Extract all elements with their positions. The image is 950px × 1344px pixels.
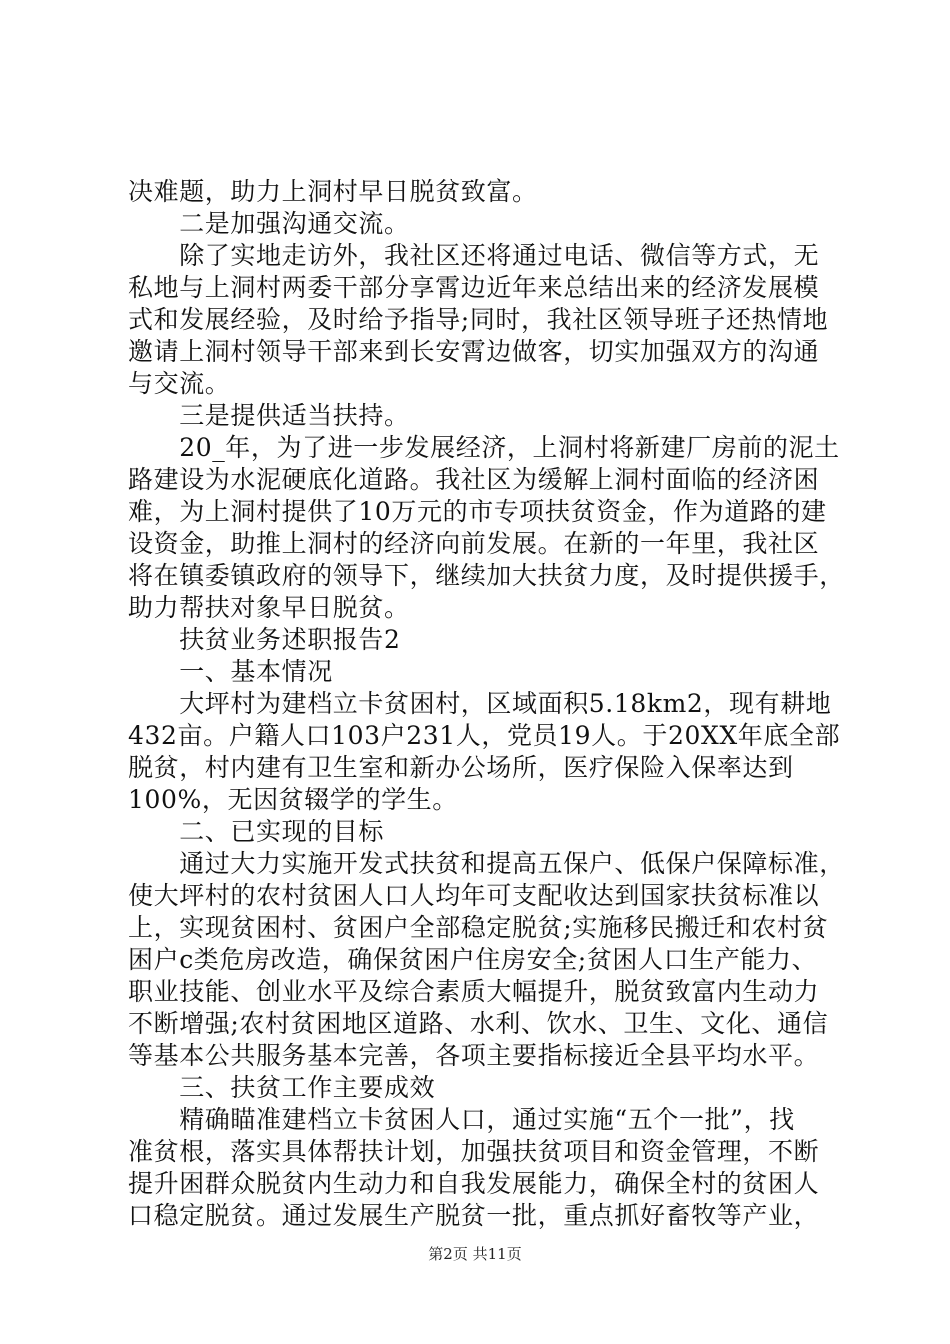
- body-line: 三是提供适当扶持。: [128, 401, 410, 430]
- body-line: 决难题，助力上洞村早日脱贫致富。: [128, 177, 538, 206]
- section-heading: 扶贫业务述职报告2: [128, 625, 401, 654]
- body-line: 二是加强沟通交流。: [128, 209, 410, 238]
- body-line: 使大坪村的农村贫困人口人均年可支配收达到国家扶贫标准以: [128, 881, 820, 910]
- body-line: 等基本公共服务基本完善，各项主要指标接近全县平均水平。: [128, 1041, 820, 1070]
- body-line: 困户c类危房改造，确保贫困户住房安全;贫困人口生产能力、: [128, 945, 818, 974]
- body-line: 除了实地走访外，我社区还将通过电话、微信等方式，无: [128, 241, 820, 270]
- body-line: 100%，无因贫辍学的学生。: [128, 785, 458, 814]
- body-line: 提升困群众脱贫内生动力和自我发展能力，确保全村的贫困人: [128, 1169, 820, 1198]
- body-line: 20_年，为了进一步发展经济，上洞村将新建厂房前的泥土: [128, 433, 840, 462]
- body-line: 路建设为水泥硬底化道路。我社区为缓解上洞村面临的经济困: [128, 465, 820, 494]
- body-line: 通过大力实施开发式扶贫和提高五保户、低保户保障标准，: [128, 849, 845, 878]
- section-heading: 一、基本情况: [128, 657, 333, 686]
- body-line: 准贫根，落实具体帮扶计划，加强扶贫项目和资金管理，不断: [128, 1137, 820, 1166]
- section-heading: 三、扶贫工作主要成效: [128, 1073, 436, 1102]
- body-line: 上，实现贫困村、贫困户全部稳定脱贫;实施移民搬迁和农村贫: [128, 913, 829, 942]
- body-line: 脱贫，村内建有卫生室和新办公场所，医疗保险入保率达到: [128, 753, 794, 782]
- body-line: 与交流。: [128, 369, 231, 398]
- body-line: 邀请上洞村领导干部来到长安霄边做客，切实加强双方的沟通: [128, 337, 820, 366]
- section-heading: 二、已实现的目标: [128, 817, 385, 846]
- body-line: 难，为上洞村提供了10万元的市专项扶贫资金，作为道路的建: [128, 497, 827, 526]
- body-line: 口稳定脱贫。通过发展生产脱贫一批，重点抓好畜牧等产业，: [128, 1201, 820, 1230]
- body-line: 式和发展经验，及时给予指导;同时，我社区领导班子还热情地: [128, 305, 829, 334]
- body-line: 432亩。户籍人口103户231人，党员19人。于20XX年底全部: [128, 721, 841, 750]
- body-line: 不断增强;农村贫困地区道路、水利、饮水、卫生、文化、通信: [128, 1009, 829, 1038]
- body-line: 助力帮扶对象早日脱贫。: [128, 593, 410, 622]
- body-line: 大坪村为建档立卡贫困村，区域面积5.18km2，现有耕地: [128, 689, 832, 718]
- body-line: 设资金，助推上洞村的经济向前发展。在新的一年里，我社区: [128, 529, 820, 558]
- body-line: 将在镇委镇政府的领导下，继续加大扶贫力度，及时提供援手，: [128, 561, 845, 590]
- body-line: 精确瞄准建档立卡贫困人口，通过实施“五个一批”，找: [128, 1105, 795, 1134]
- body-line: 私地与上洞村两委干部分享霄边近年来总结出来的经济发展模: [128, 273, 820, 302]
- body-line: 职业技能、创业水平及综合素质大幅提升，脱贫致富内生动力: [128, 977, 820, 1006]
- page-number-footer: 第2页 共11页: [428, 1245, 522, 1263]
